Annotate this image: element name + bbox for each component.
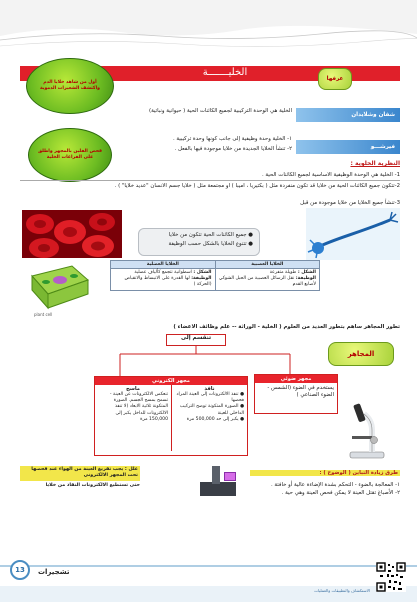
qr-code-icon <box>376 562 406 592</box>
cell-fact-1: ● جميع الكائنات الحية تتكون من خلايا <box>168 232 253 238</box>
nerve-function-label: الوظيفة: <box>295 276 316 282</box>
contrast-title: طرق زيادة التباين ( الوضوح ) : <box>250 470 400 476</box>
cell-definition-point-1: ١- الخلية وحدة وظيفية إلى جانب كونها وحدة تركيبية . <box>172 136 292 142</box>
reason-note <box>20 466 140 481</box>
cell-theory-point-3: 3-تنشأ جميع الخلايا من خلايا موجودة من قبل <box>300 200 400 206</box>
footer-caption: الاستكشاف والتطبيقات والعمليات <box>314 588 370 593</box>
table-row <box>111 269 320 291</box>
scanning-column <box>95 385 171 451</box>
nerve-shape: طويلة متفرعة <box>269 270 297 275</box>
note-ellipse-top-text: أول من شاهد خلايا الدم واكتشف الشعيرات الدموية <box>40 79 100 91</box>
footer-decoration <box>0 556 417 602</box>
decorative-top-border <box>0 0 417 60</box>
light-microscope-title: مجهر ضوئي <box>255 375 337 383</box>
microscope-development: تطور المجاهر ساهم بتطور العديد من العلوم ( الخلية - الوراثة -- علم وظائف الاعضاء ) <box>173 324 400 330</box>
microscope-image <box>342 400 390 460</box>
transmission-item-2-text: الصورة المتكونة توضح التركيب الداخلي للعينة <box>179 404 244 416</box>
scanning-text: تنعكس الالكترونات عن العينة - تسمح بمسح الجسم. الصورة المتكونة ثلاثية الابعاد (لا تنفذ الالكترونات للداخل يكبر إلى 150,000 مرة <box>109 392 168 422</box>
muscle-shape-label: الشكل : <box>193 270 212 275</box>
transmission-item-1: ● تنفذ الالكترونات إلى العينة المراد فحصها <box>176 392 244 404</box>
footer-section-label: تشجيرات <box>38 568 70 576</box>
transmission-item-3-text: يكبر إلى حد 500,000 مرة <box>186 416 239 422</box>
transmission-column <box>171 385 247 451</box>
reason-note-answer: حتى تستطيع الالكترونات النفاذ من خلايا <box>45 483 140 488</box>
cell-type-table <box>110 260 320 291</box>
table-header-muscle: الخلايا العضلية <box>111 261 216 269</box>
neuron-image <box>306 208 400 260</box>
contrast-item-2: ٢- الأصباغ تقتل العينة لا يمكن فحص العينة وهي حية . <box>281 490 400 496</box>
reason-note-question: علل : يجب تفريغ العينة من الهواء عند فحصها تحت المجهر الالكتروني <box>31 467 138 479</box>
red-blood-cells-image <box>22 210 122 258</box>
transmission-title: نافذ <box>204 386 215 392</box>
band-virchow-label: فيرشـــو <box>370 144 395 150</box>
divides-into-text: تنقسم إلى <box>180 335 212 341</box>
tag-microscopes-label: المجاهر <box>347 350 375 358</box>
chapter-title: الخليـــــــة <box>202 67 248 78</box>
muscle-cell-cell <box>111 269 216 291</box>
table-header-nerve: الخلايا العصبية <box>215 261 320 269</box>
plant-cell-image <box>22 260 92 314</box>
tag-define <box>318 68 352 90</box>
band-virchow <box>296 140 400 154</box>
electron-microscope-box <box>94 376 248 456</box>
nerve-cell-cell <box>215 269 320 291</box>
nerve-function: نقل الرسائل العصبية من الحبل الشوكي لأصابع القدم <box>218 276 316 288</box>
muscle-shape: اسطوانية تتجمع كألياف عضلية <box>134 270 192 275</box>
contrast-item-1: ١- المعالجة بالضوء - التحكم بشدة الإضاءة عالية أو خافتة . <box>270 482 400 488</box>
band-schwann <box>296 108 400 122</box>
cell-facts-box <box>138 228 260 256</box>
table-header-row <box>111 261 320 269</box>
muscle-function: لها القدرة على الانبساط والانقباض (الحركة ) <box>124 276 212 288</box>
electron-microscope-columns <box>95 385 247 451</box>
muscle-function-label: الوظيفة: <box>191 276 212 282</box>
nerve-shape-label: الشكل : <box>297 270 316 275</box>
plant-cell-label: plant cell <box>34 312 53 317</box>
note-ellipse-bottom-text: فحص الفلين بالمجهر واطلق على الفراغات الخلية <box>37 148 103 160</box>
transmission-item-3: ● يكبر إلى حد 500,000 مرة <box>186 416 244 422</box>
light-microscope-box <box>254 374 338 414</box>
tag-microscopes <box>328 342 394 366</box>
light-microscope-text: يستخدم في الضوء (الشمس - الضوء الصناعي ) <box>267 385 334 399</box>
transmission-item-2: ● الصورة المتكونة توضح التركيب الداخلي للعينة <box>179 404 244 416</box>
electron-microscope-title: مجهر الكتروني <box>95 377 247 385</box>
cell-theory-title: النظرية الخلوية : <box>350 160 400 167</box>
band-schwann-label: شفان وشلايدان <box>351 112 395 118</box>
cell-theory-point-2: 2-تتكون جميع الكائنات الحية من خلايا قد تكون منفردة مثل ( بكتيريا ، اميبا ) او مجتمعة مثل ( خلايا جسم الانسان "عديد خلايا" ) . <box>114 183 400 189</box>
transmission-item-1-text: تنفذ الالكترونات إلى العينة المراد فحصها <box>176 392 244 404</box>
cell-definition: الخلية هي الوحدة التركيبية لجميع الكائنات الحية ( حيوانية ونباتية) <box>149 108 292 114</box>
note-ellipse-top <box>26 58 114 114</box>
cell-definition-point-2: ٢- تنشأ الخلايا الجديدة من خلايا موجودة فيها بالفعل . <box>174 146 292 152</box>
cell-theory-point-1: 1- الخلية هي الوحدة الوظيفية الاساسية لجميع الكائنات الحية . <box>20 172 400 181</box>
scanning-title: ماسح <box>126 386 140 392</box>
cell-fact-2-text: تتنوع الخلايا بالشكل حسب الوظيفة <box>168 241 247 248</box>
page-number-text: 13 <box>15 566 25 574</box>
tag-define-label: عرفها <box>326 76 344 82</box>
cell-fact-1-text: جميع الكائنات الحية تتكون من خلايا <box>168 232 247 238</box>
page-number <box>10 560 30 580</box>
cell-fact-2: ● تتنوع الخلايا بالشكل حسب الوظيفة <box>168 241 253 248</box>
